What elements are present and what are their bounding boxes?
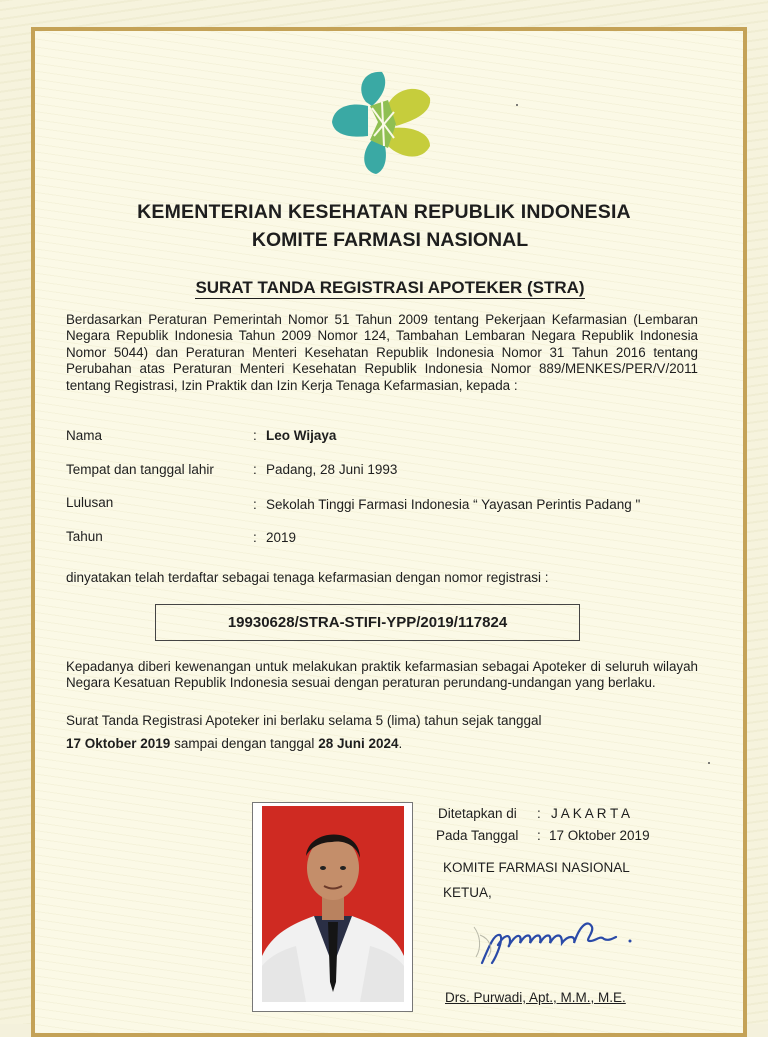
ministry-heading: KEMENTERIAN KESEHATAN REPUBLIK INDONESIA <box>137 201 631 223</box>
document-title-text: SURAT TANDA REGISTRASI APOTEKER (STRA) <box>195 278 585 297</box>
validity-end-date: 28 Juni 2024 <box>318 736 399 751</box>
holder-photo <box>262 806 404 1002</box>
authority-paragraph: Kepadanya diberi kewenangan untuk melakukan praktik kefarmasian sebagai Apoteker di seluruh wilayah Negara Kesatuan Republik Indonesia sesuai dengan peraturan perundang-undangan yang berlaku. <box>66 659 698 691</box>
signing-committee: KOMITE FARMASI NASIONAL <box>443 860 630 875</box>
field-value-name: Leo Wijaya <box>266 428 337 443</box>
field-value-birth: Padang, 28 Juni 1993 <box>266 462 398 477</box>
registration-number: 19930628/STRA-STIFI-YPP/2019/117824 <box>227 614 508 631</box>
committee-heading: KOMITE FARMASI NASIONAL <box>251 229 529 251</box>
place-colon: : <box>537 806 541 821</box>
legal-basis-paragraph: Berdasarkan Peraturan Pemerintah Nomor 51 Tahun 2009 tentang Pekerjaan Kefarmasian (Lembaran Negara Republik Indonesia Tahun 2009 Nomor 124, Tambahan Lembaran Negara Republik Indonesia Nomor 5044) dan Peraturan Menteri Kesehatan Republik Indonesia Nomor 31 Tahun 2016 tentang Perubahan atas Peraturan Menteri Kesehatan Republik Indonesia Nomor 889/MENKES/PER/V/2011 tentang Registrasi, Izin Praktik dan Izin Kerja Tenaga Kefarmasian, kepada : <box>66 312 698 393</box>
speck <box>516 104 518 106</box>
field-label-graduate: Lulusan <box>66 495 114 510</box>
field-colon: : <box>253 462 257 477</box>
place-value: J A K A R T A <box>551 806 631 821</box>
field-colon: : <box>253 428 257 443</box>
date-colon: : <box>537 828 541 843</box>
field-label-name: Nama <box>66 428 103 443</box>
registration-number-box <box>155 604 580 641</box>
validity-dates <box>66 736 402 751</box>
validity-connector: sampai dengan tanggal <box>170 736 319 751</box>
field-colon: : <box>253 497 257 512</box>
field-label-birth: Tempat dan tanggal lahir <box>66 462 214 477</box>
field-value-year: 2019 <box>266 530 297 545</box>
field-label-year: Tahun <box>66 529 103 544</box>
field-colon: : <box>253 530 257 545</box>
field-value-graduate: Sekolah Tinggi Farmasi Indonesia “ Yayasan Perintis Padang " <box>266 497 641 512</box>
document-title <box>0 278 768 298</box>
date-label: Pada Tanggal <box>436 828 519 843</box>
handwritten-signature <box>470 905 640 975</box>
registration-statement: dinyatakan telah terdaftar sebagai tenaga kefarmasian dengan nomor registrasi : <box>66 570 549 585</box>
speck <box>708 762 710 764</box>
place-label: Ditetapkan di <box>438 806 517 821</box>
date-value: 17 Oktober 2019 <box>549 828 650 843</box>
signer-name: Drs. Purwadi, Apt., M.M., M.E. <box>445 990 626 1005</box>
validity-start-date: 17 Oktober 2019 <box>66 736 171 751</box>
validity-line: Surat Tanda Registrasi Apoteker ini berlaku selama 5 (lima) tahun sejak tanggal <box>66 713 542 728</box>
signing-title: KETUA, <box>443 885 492 900</box>
ministry-logo <box>326 66 438 178</box>
validity-period: . <box>398 736 403 751</box>
